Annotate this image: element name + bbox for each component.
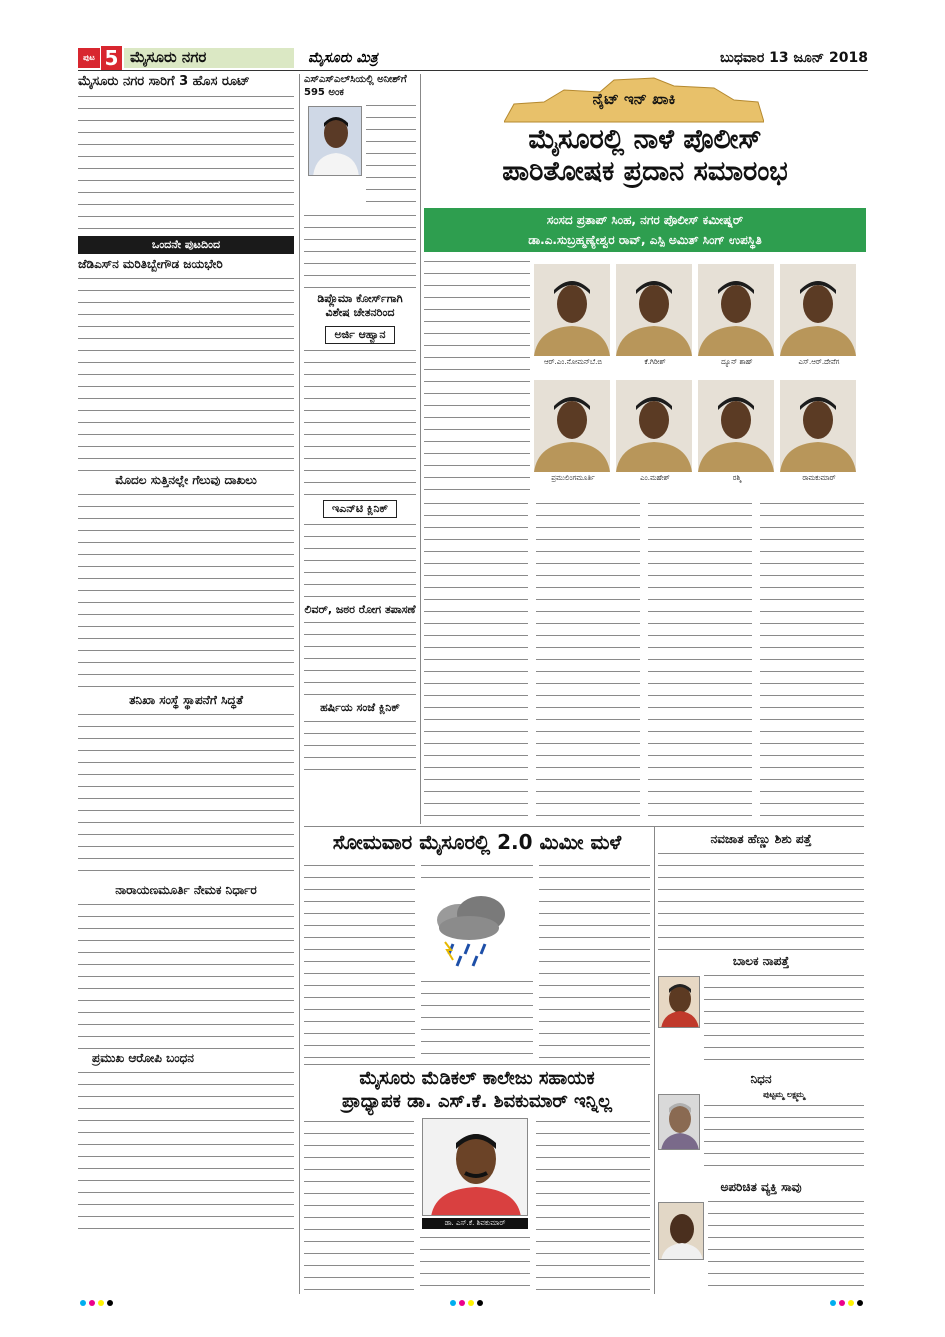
story-body-text	[424, 500, 528, 820]
lead-subheadline-2: ಡಾ.ಎ.ಸುಬ್ರಹ್ಮಣ್ಯೇಶ್ವರ ರಾವ್, ಎಸ್ಪಿ ಅಮಿತ್ ಸಿಂಗ್ ಉಪಸ್ಥಿತಿ	[528, 233, 762, 247]
night-in-khaki-banner	[504, 76, 764, 124]
brand-logo: ಮೈಸೂರು ಮಿತ್ರ	[308, 50, 378, 66]
section-title: ಮೈಸೂರು ನಗರ	[124, 48, 294, 68]
story-headline: ನವಜಾತ ಹೆಣ್ಣು ಶಿಶು ಪತ್ತೆ	[710, 832, 812, 846]
story-subhead: ತನಿಖಾ ಸಂಸ್ಥೆ ಸ್ಥಾಪನೆಗೆ ಸಿದ್ಧತೆ	[129, 693, 243, 708]
medical-headline	[304, 1068, 650, 1113]
print-registration-marks	[80, 1300, 113, 1306]
story-headline: ಎಸ್‌ಎಸ್‌ಎಲ್‌ಸಿಯಲ್ಲಿ ಅನೀಶ್‌ಗೆ 595 ಅಂಕ	[304, 74, 407, 98]
story-body-text	[304, 521, 416, 601]
photo-caption: ರಶ್ಮಿ	[732, 474, 742, 482]
story-body-text	[420, 1234, 530, 1294]
story-body-text	[424, 258, 530, 498]
story-body-text	[78, 275, 294, 471]
story-body-text	[648, 500, 752, 820]
missing-boy-photo	[658, 976, 700, 1028]
story-subhead: ಮೊದಲ ಸುತ್ತಿನಲ್ಲೇ ಗೆಲುವು ದಾಖಲು	[115, 473, 257, 488]
story-body-text	[421, 978, 532, 1062]
story-headline: ಅಪರಿಚಿತ ವ್ಯಕ್ತಿ ಸಾವು	[720, 1180, 802, 1194]
section-rule	[304, 1064, 650, 1065]
story-body-text	[704, 972, 864, 1068]
story-body-text	[78, 711, 294, 881]
print-registration-marks	[830, 1300, 863, 1306]
medical-headline-line2: ಪ್ರಾಧ್ಯಾಪಕ ಡಾ. ಎಸ್.ಕೆ. ಶಿವಕುಮಾರ್ ಇನ್ನಿಲ್ಲ	[342, 1090, 612, 1112]
column-left	[78, 72, 294, 1294]
doctor-photo	[422, 1118, 528, 1216]
dateline: ಬುಧವಾರ 13 ಜೂನ್ 2018	[719, 50, 868, 66]
story-body-text	[539, 862, 650, 1062]
lead-story-body	[424, 500, 864, 820]
story-body-text	[536, 1118, 650, 1294]
rain-story-body	[304, 862, 650, 1062]
lead-story-intro	[424, 258, 530, 498]
story-body-text	[304, 1118, 414, 1294]
story-headline: ಹರ್ಷಿಯ ಸಂಜೆ ಕ್ಲಿನಿಕ್	[320, 701, 400, 715]
story-subhead: ಪ್ರಮುಖ ಆರೋಪಿ ಬಂಧನ	[92, 1051, 194, 1066]
story-headline: ಡಿಪ್ಲೊಮಾ ಕೋರ್ಸ್‌ಗಾಗಿ ವಿಶೇಷ ಚೇತನರಿಂದ	[317, 292, 403, 319]
story-body-text	[304, 862, 415, 1062]
student-photo	[308, 106, 362, 176]
story-headline: ಲಿವರ್, ಜಠರ ರೋಗ ತಪಾಸಣೆ	[304, 602, 416, 616]
story-body-text	[760, 500, 864, 820]
story-body-text	[304, 619, 416, 699]
lead-headline-line2: ಪಾರಿತೋಷಕ ಪ್ರದಾನ ಸಮಾರಂಭ	[502, 156, 788, 188]
column-divider	[654, 826, 655, 1294]
lead-subheadline-band	[424, 208, 866, 252]
story-body-text	[78, 1069, 294, 1239]
page-number: 5	[100, 46, 122, 70]
story-body-text	[304, 347, 416, 497]
page-label: ಪುಟ	[78, 48, 100, 68]
header-rule	[78, 70, 868, 71]
story-body-text	[366, 102, 416, 212]
story-headline: ಬಾಲಕ ನಾಪತ್ತೆ	[732, 954, 790, 968]
unidentified-person-photo	[658, 1202, 704, 1260]
section-rule	[304, 826, 864, 827]
story-body-text	[78, 901, 294, 1049]
rain-headline: ಸೋಮವಾರ ಮೈಸೂರಲ್ಲಿ 2.0 ಮಿಮೀ ಮಳೆ	[332, 830, 622, 854]
story-body-text	[658, 850, 864, 950]
lead-headline-line1: ಮೈಸೂರಲ್ಲಿ ನಾಳೆ ಪೊಲೀಸ್	[528, 124, 762, 155]
photo-caption: ಕೆ.ಗಿರೀಶ್	[644, 358, 666, 366]
story-body-text	[304, 212, 416, 290]
lead-subheadline-1: ಸಂಸದ ಪ್ರತಾಪ್ ಸಿಂಹ, ನಗರ ಪೊಲೀಸ್ ಕಮೀಷ್ನರ್	[546, 213, 744, 227]
medical-headline-line1: ಮೈಸೂರು ಮೆಡಿಕಲ್ ಕಾಲೇಜು ಸಹಾಯಕ	[359, 1068, 595, 1089]
story-headline: ಮೈಸೂರು ನಗರ ಸಾರಿಗೆ 3 ಹೊಸ ರೂಟ್	[78, 74, 250, 89]
right-briefs	[658, 830, 864, 1294]
story-body-text	[536, 500, 640, 820]
medical-story-body	[304, 1118, 650, 1294]
column-divider	[299, 74, 300, 1294]
story-body-text	[304, 718, 416, 778]
photo-caption: ಆರ್.ಎಂ.ನೋಮನ್‌ಬೆ.ಬಿ	[543, 358, 603, 366]
column-divider	[420, 74, 421, 824]
story-body-text	[421, 862, 532, 884]
story-headline: ನಿಧನ	[750, 1072, 772, 1086]
photo-caption: ರಾಮಕುಮಾರ್	[802, 474, 836, 482]
masthead	[78, 44, 868, 72]
photo-caption: ಪ್ರಮುಲಿಂಗಮೂರ್ತಿ	[551, 474, 595, 482]
boxed-kicker: ಇಎನ್‌ಟಿ ಕ್ಲಿನಿಕ್	[323, 500, 397, 518]
rain-cloud-icon	[423, 892, 523, 972]
doctor-photo-caption: ಡಾ. ಎಸ್.ಕೆ. ಶಿವಕುಮಾರ್	[422, 1218, 528, 1229]
photo-caption: ಎಂ.ಮಹೇಶ್	[640, 474, 670, 482]
story-body-text	[708, 1198, 864, 1288]
banner-text: ನೈಟ್ ಇನ್ ಖಾಕಿ	[592, 90, 676, 108]
column-second	[304, 72, 416, 824]
photo-caption: ಎಸ್.ಆರ್.ದೇವೆಗ	[798, 358, 840, 366]
photo-caption: ದ್ಯೂನ್ ಶಾಹ್	[721, 358, 753, 366]
story-body-text	[704, 1102, 864, 1176]
boxed-kicker: ಅರ್ಜಿ ಆಹ್ವಾನ	[325, 326, 394, 344]
story-headline: ಜೆಡಿಎಸ್‌ನ ಮರಿತಿಬ್ಬೇಗೌಡ ಜಯಭೇರಿ	[78, 257, 223, 272]
continued-bar: ಒಂದನೇ ಪುಟದಿಂದ	[78, 236, 294, 254]
story-body-text	[78, 93, 294, 233]
awardee-photo-grid	[534, 262, 864, 502]
obituary-name: ಪುಟ್ಟಮ್ಮ ಲಕ್ಷ್ಮಮ್ಮ	[763, 1090, 805, 1099]
story-subhead: ನಾರಾಯಣಮೂರ್ತಿ ನೇಮಕ ನಿರ್ಧಾರ	[115, 883, 257, 898]
lead-headline	[424, 124, 866, 206]
obituary-photo	[658, 1094, 700, 1150]
print-registration-marks	[450, 1300, 483, 1306]
story-body-text	[78, 491, 294, 691]
